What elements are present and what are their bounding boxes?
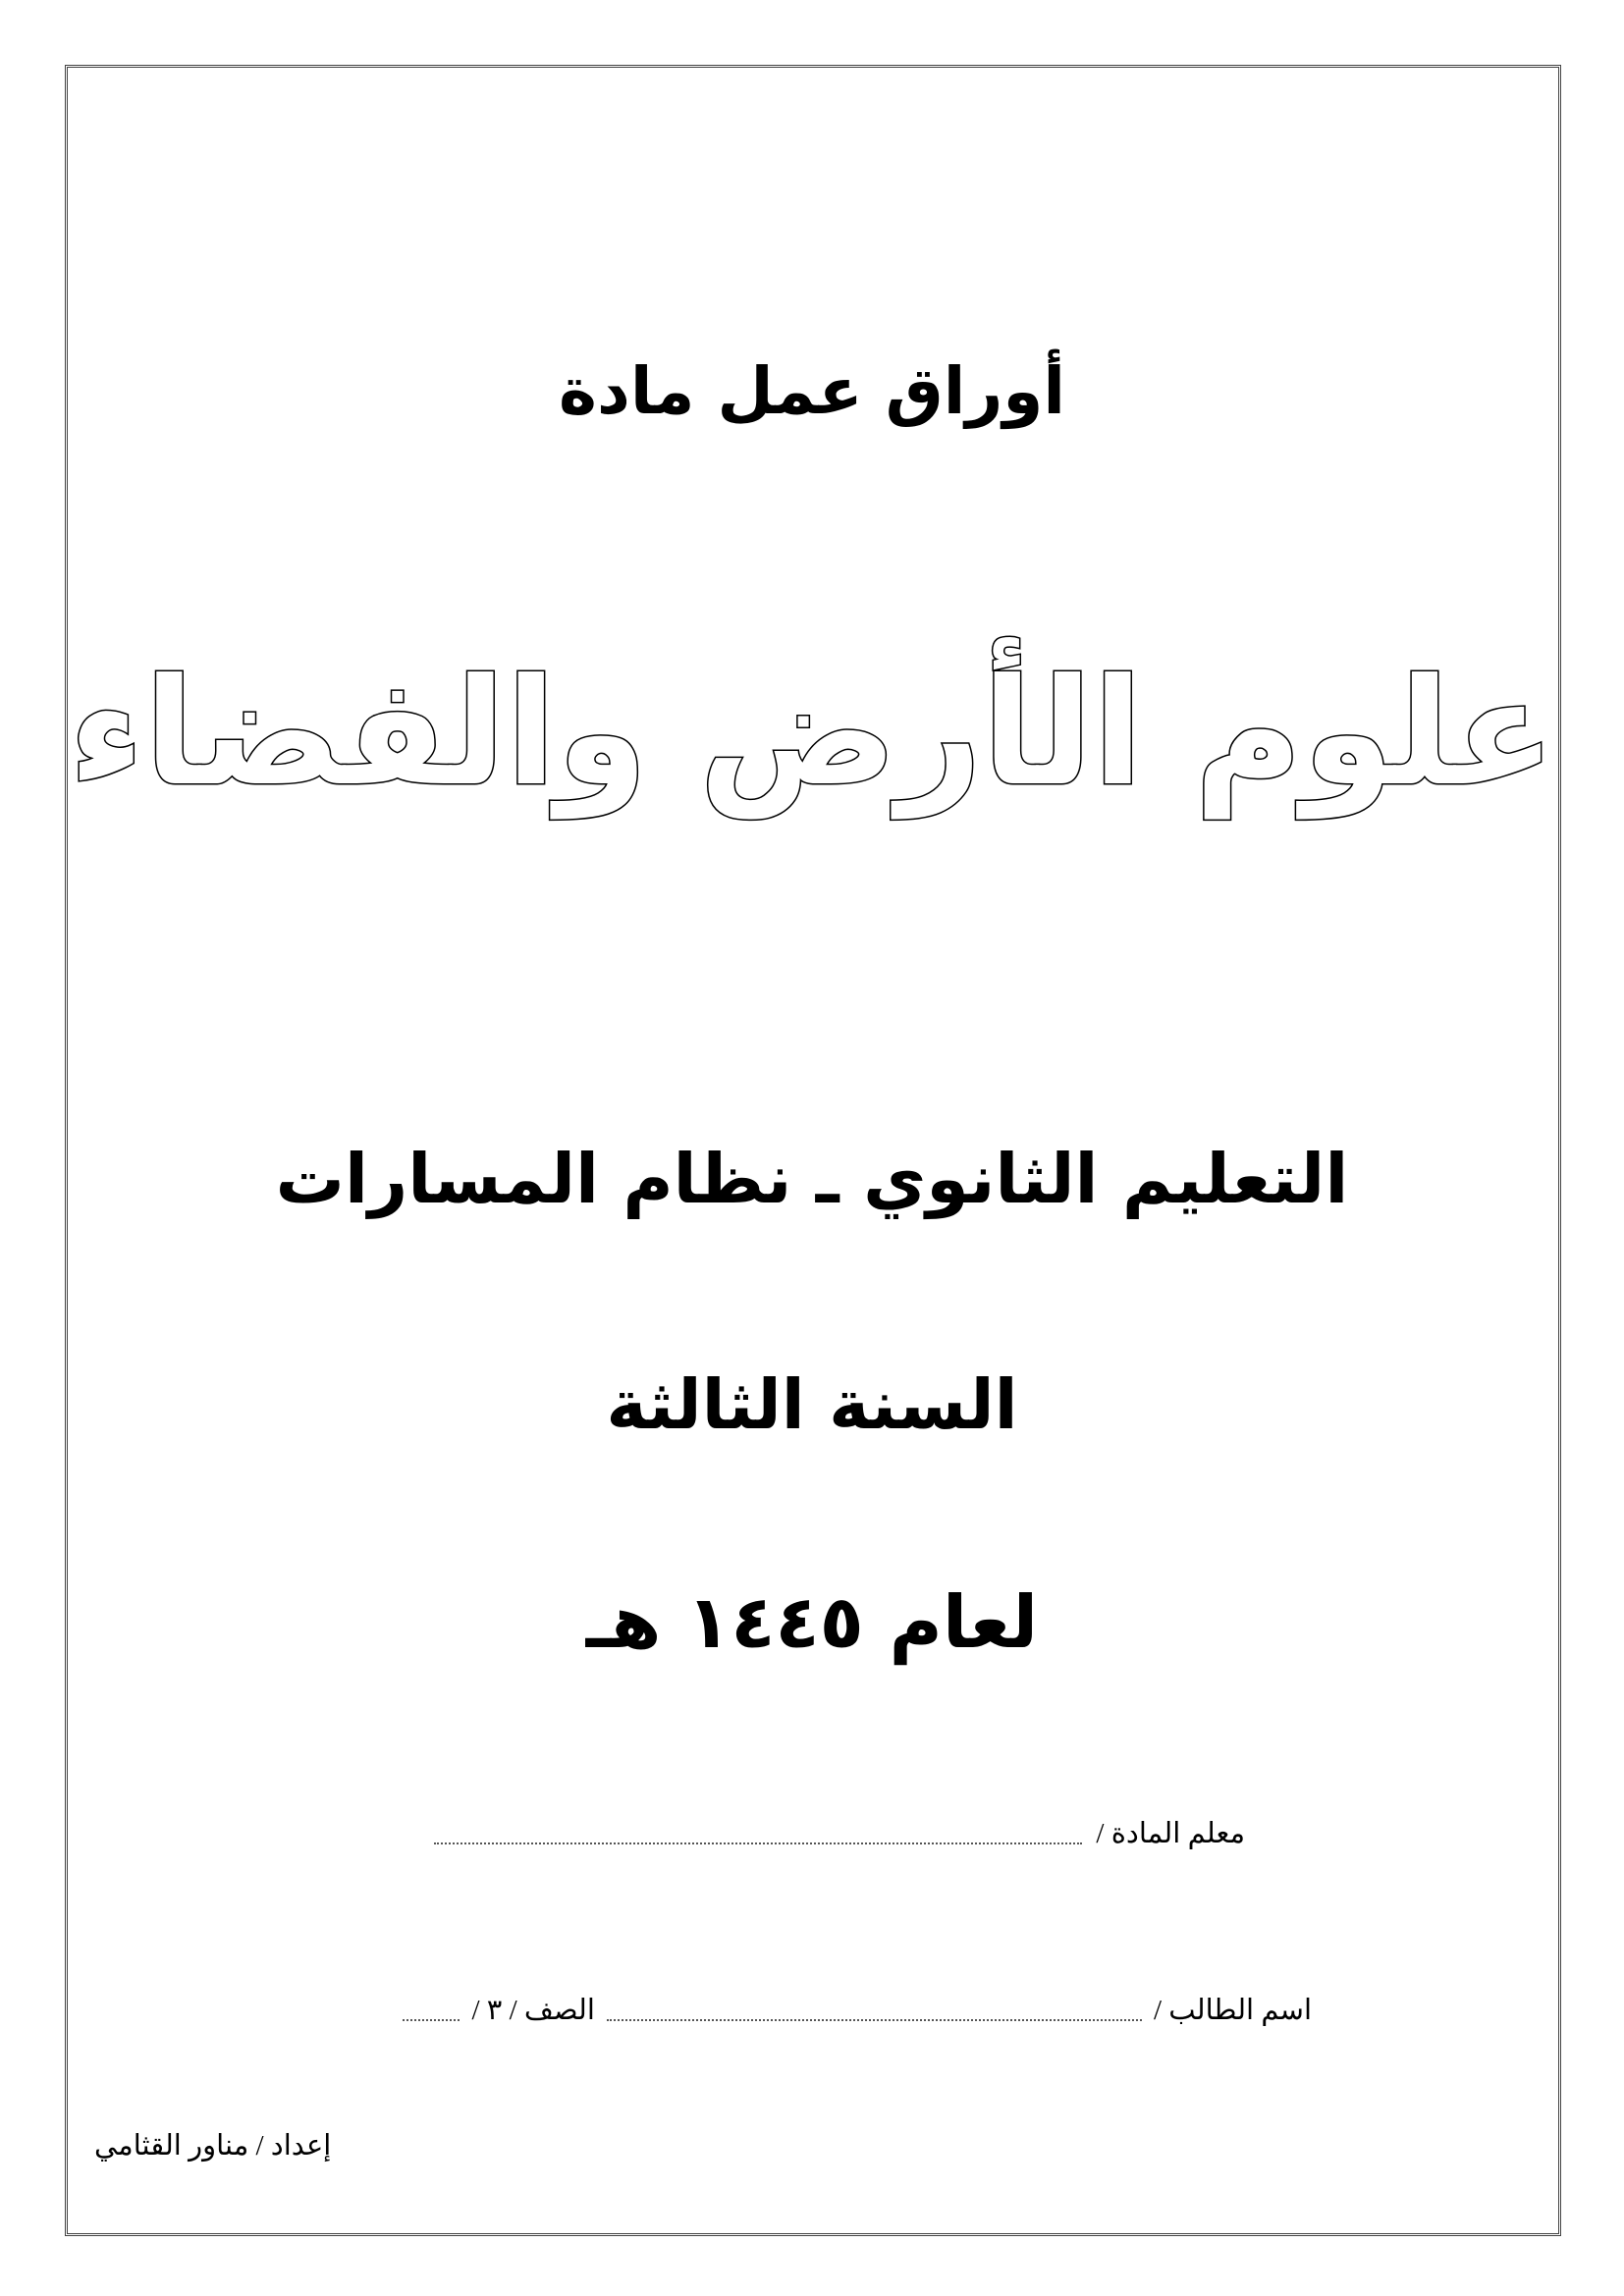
prepared-by: إعداد / مناور القثامي	[94, 2130, 332, 2162]
worksheets-heading: أوراق عمل مادة	[559, 353, 1065, 429]
education-stage: التعليم الثانوي ـ نظام المسارات	[275, 1139, 1349, 1219]
class-section-blank[interactable]	[403, 2019, 460, 2021]
teacher-label: معلم المادة /	[1096, 1818, 1245, 1849]
subject-title: علوم الأرض والفضاء	[68, 648, 1556, 819]
year-level: السنة الثالثة	[606, 1364, 1018, 1445]
student-name-label: اسم الطالب /	[1153, 1995, 1312, 2026]
student-field	[403, 1993, 1312, 2027]
academic-year: لعام ١٤٤٥ هـ	[585, 1580, 1039, 1665]
class-label: الصف / ٣ /	[471, 1995, 595, 2026]
teacher-field	[434, 1816, 1245, 1850]
student-name-blank[interactable]	[607, 2019, 1142, 2021]
teacher-name-blank[interactable]	[434, 1842, 1082, 1844]
